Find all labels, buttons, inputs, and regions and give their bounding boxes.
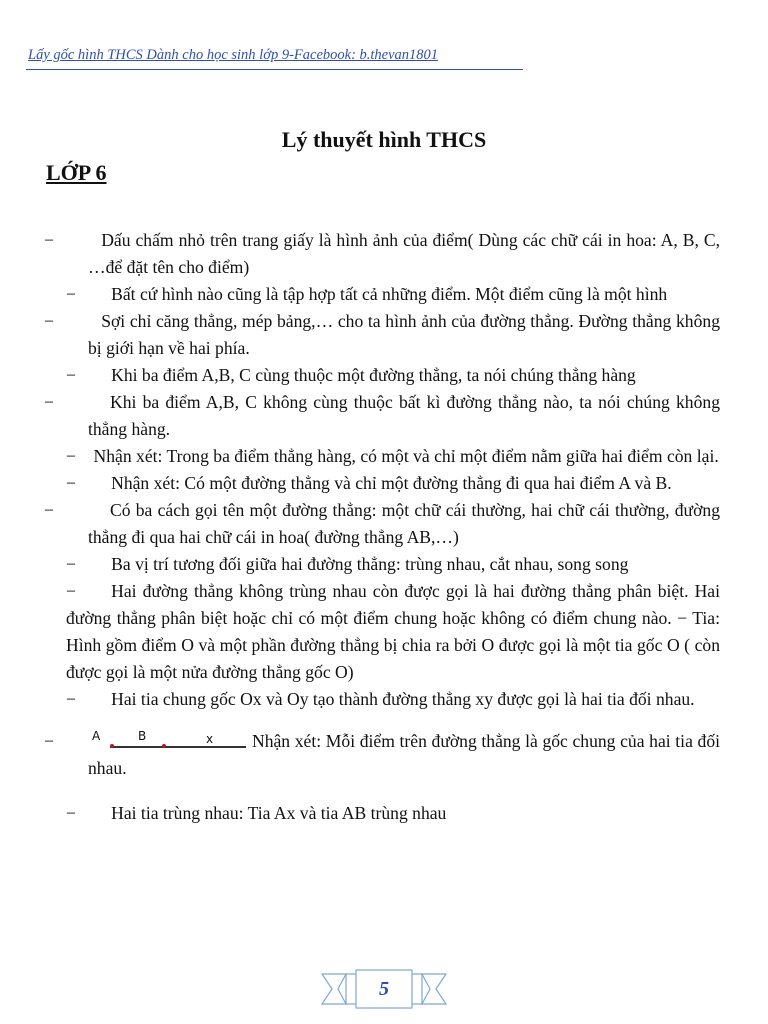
list-item bbox=[66, 443, 720, 470]
bullet-dash: − bbox=[66, 803, 76, 823]
page-footer bbox=[320, 968, 448, 1010]
page-number: 5 bbox=[379, 978, 389, 1000]
list-item-text: Nhận xét: Mỗi điểm trên đường thẳng là gốc chung của hai tia đối nhau. bbox=[88, 731, 720, 778]
header-divider bbox=[26, 69, 523, 70]
list-item bbox=[66, 470, 720, 497]
list-item: − Có ba cách gọi tên một đường thẳng: một chữ cái thường, hai chữ cái thường, đường thẳng đi qua hai chữ cái in hoa( đường thẳng AB,…) bbox=[44, 500, 720, 547]
list-item bbox=[66, 578, 720, 686]
list-item-text: Nhận xét: Có một đường thẳng và chỉ một đường thẳng đi qua hai điểm A và B. bbox=[111, 473, 672, 493]
list-item-text: Hai đường thẳng không trùng nhau còn được gọi là hai đường thẳng phân biệt. Hai đường thẳng phân biệt hoặc chỉ có một điểm chung hoặc không có điểm chung nào. − Tia: Hình gồm điểm O và một phần đường thẳng bị chia ra bởi O được gọi là một tia gốc O ( còn được gọi là một nửa đường thẳng gốc O) bbox=[66, 581, 720, 682]
list-item-text: Có ba cách gọi tên một đường thẳng: một chữ cái thường, hai chữ cái thường, đường thẳng đi qua hai chữ cái in hoa( đường thẳng AB,…) bbox=[88, 500, 720, 547]
list-item bbox=[66, 281, 720, 308]
list-item bbox=[66, 686, 720, 713]
list-item-text: Nhận xét: Trong ba điểm thẳng hàng, có một và chỉ một điểm nằm giữa hai điểm còn lại. bbox=[93, 446, 719, 466]
list-item-text: Khi ba điểm A,B, C không cùng thuộc bất kì đường thẳng nào, ta nói chúng không thẳng hàng. bbox=[88, 392, 720, 439]
list-item-text: Khi ba điểm A,B, C cùng thuộc một đường thẳng, ta nói chúng thẳng hàng bbox=[111, 365, 636, 385]
list-item: − Khi ba điểm A,B, C không cùng thuộc bất kì đường thẳng nào, ta nói chúng không thẳng hàng. bbox=[44, 392, 720, 439]
list-item: − Sợi chỉ căng thẳng, mép bảng,… cho ta hình ảnh của đường thẳng. Đường thẳng không bị giới hạn về hai phía. bbox=[44, 311, 720, 358]
list-item-text: Bất cứ hình nào cũng là tập hợp tất cả những điểm. Một điểm cũng là một hình bbox=[111, 284, 668, 304]
bullet-dash: − bbox=[66, 473, 76, 493]
list-item-text: Dấu chấm nhỏ trên trang giấy là hình ảnh của điểm( Dùng các chữ cái in hoa: A, B, C, …để đặt tên cho điểm) bbox=[88, 230, 720, 277]
list-item bbox=[66, 800, 720, 827]
list-item-text: Ba vị trí tương đối giữa hai đường thẳng: trùng nhau, cắt nhau, song song bbox=[111, 554, 629, 574]
opposite-rays-figure: A B x bbox=[110, 725, 248, 755]
bullet-dash: − bbox=[66, 446, 76, 466]
list-item-text: Hai tia trùng nhau: Tia Ax và tia AB trùng nhau bbox=[111, 803, 447, 823]
bullet-dash: − bbox=[66, 689, 76, 709]
list-item-text: Sợi chỉ căng thẳng, mép bảng,… cho ta hình ảnh của đường thẳng. Đường thẳng không bị giới hạn về hai phía. bbox=[88, 311, 720, 358]
page-title: Lý thuyết hình THCS bbox=[281, 127, 487, 152]
list-item bbox=[66, 551, 720, 578]
line-segment bbox=[110, 746, 246, 748]
bullet-dash: − bbox=[66, 581, 76, 601]
section-heading-grade: LỚP 6 bbox=[46, 160, 107, 185]
list-item-text: Hai tia chung gốc Ox và Oy tạo thành đường thẳng xy được gọi là hai tia đối nhau. bbox=[111, 689, 695, 709]
bullet-dash: − bbox=[66, 365, 76, 385]
point-b-dot bbox=[162, 744, 166, 748]
theory-list bbox=[44, 227, 720, 827]
list-item: − Dấu chấm nhỏ trên trang giấy là hình ảnh của điểm( Dùng các chữ cái in hoa: A, B, C, …để đặt tên cho điểm) bbox=[44, 230, 720, 277]
bullet-dash: − bbox=[66, 284, 76, 304]
bullet-dash: − bbox=[66, 554, 76, 574]
list-item-with-figure: − A B x Nhận xét: Mỗi điểm trên đường thẳng là gốc chung của hai tia đối nhau. bbox=[66, 725, 720, 782]
header-facebook-link[interactable]: Lấy gốc hình THCS Dành cho học sinh lớp 9-Facebook: b.thevan1801 bbox=[28, 47, 439, 63]
point-a-dot bbox=[110, 744, 114, 748]
list-item bbox=[66, 362, 720, 389]
